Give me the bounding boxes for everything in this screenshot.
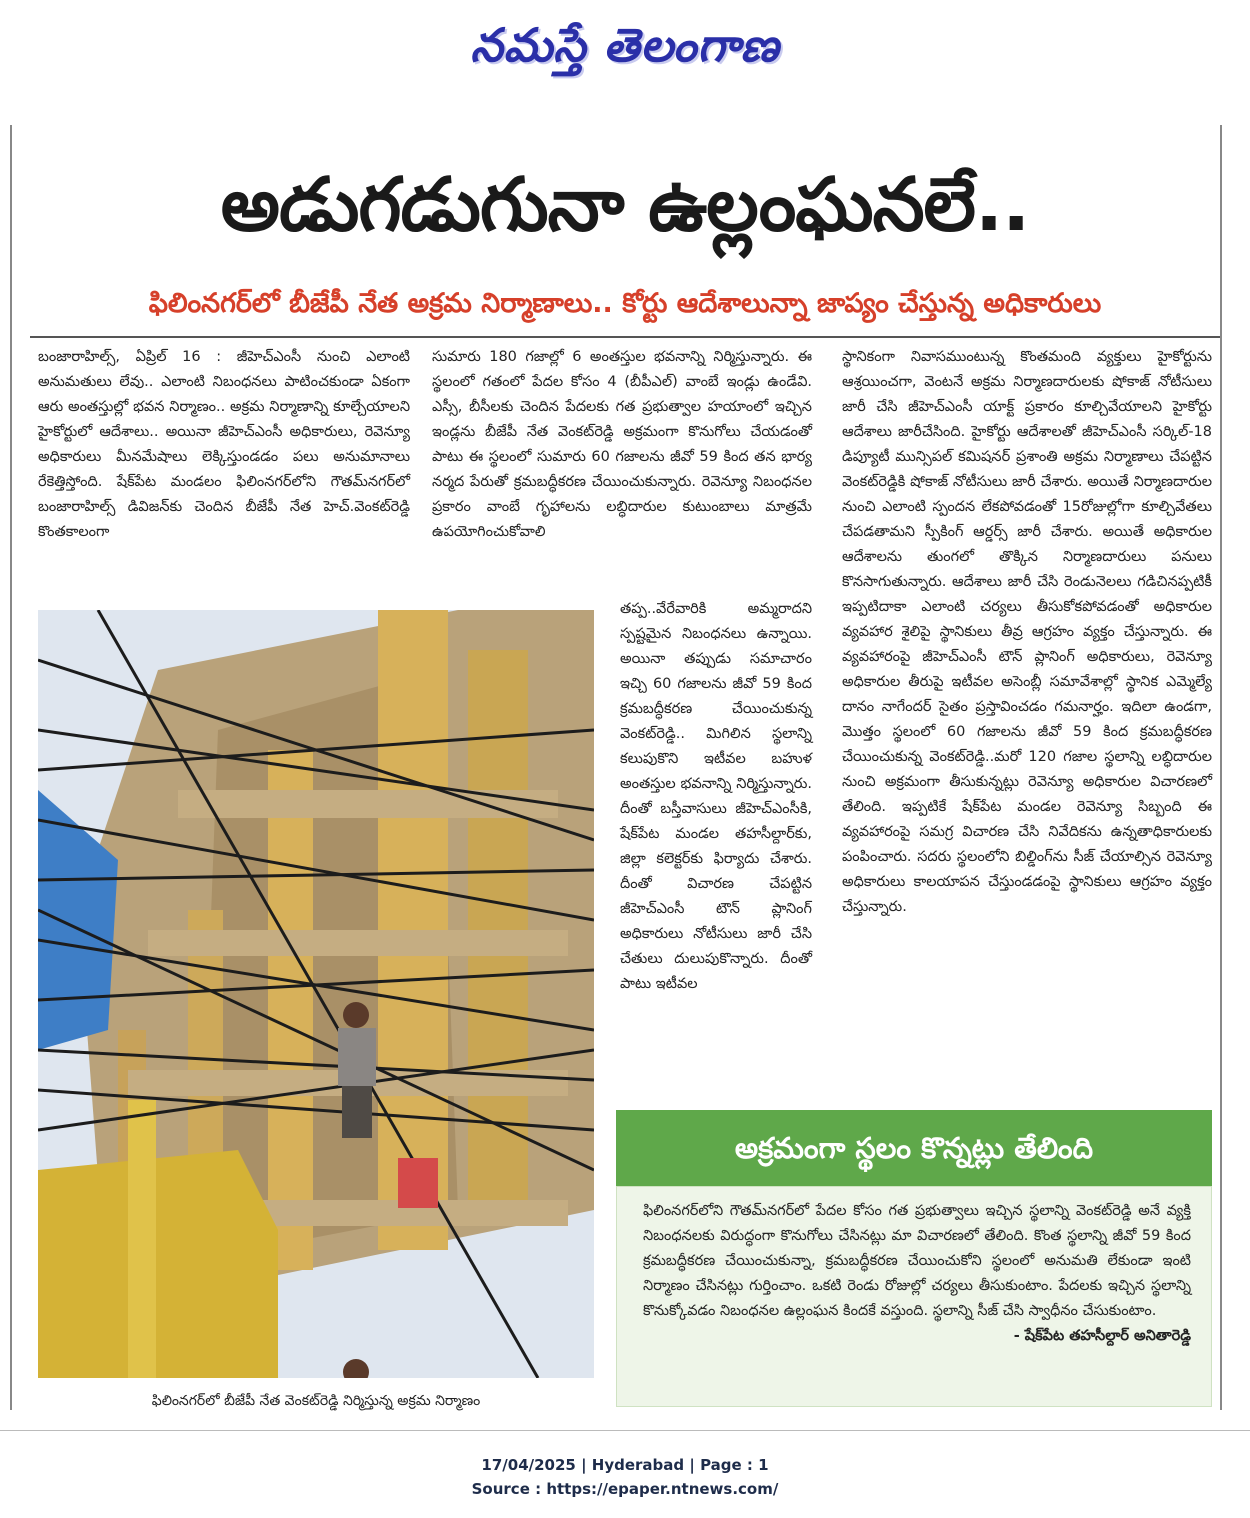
photo-caption: ఫిలింనగర్‌లో బీజేపీ నేత వెంకట్‌రెడ్డి నిర్మిస్తున్న అక్రమ నిర్మాణం	[151, 1393, 481, 1409]
footer-date-line: 17/04/2025 | Hyderabad | Page : 1	[481, 1456, 769, 1474]
news-photo	[38, 610, 594, 1378]
sidebar-box-body	[616, 1186, 1212, 1407]
building-photo-illustration	[38, 610, 594, 1378]
signboard	[398, 1158, 438, 1208]
masthead	[0, 8, 1250, 83]
sidebar-box-signature: - షేక్‌పేట తహసీల్దార్‌ అనితారెడ్డి	[1013, 1328, 1191, 1344]
article-column-3	[842, 345, 1212, 920]
divider	[30, 336, 1220, 338]
headline: అడుగడుగునా ఉల్లంఘనలే..	[220, 162, 1030, 248]
subheadline: ఫిలింనగర్‌లో బీజేపీ నేత అక్రమ నిర్మాణాలు.. కోర్టు ఆదేశాలున్నా జాప్యం చేస్తున్న అధికారులు	[148, 288, 1102, 319]
article-column-1	[38, 345, 410, 545]
sidebar-box-text: ఫిలింనగర్‌లోని గౌతమ్‌నగర్‌లో పేదల కోసం గత ప్రభుత్వాలు ఇచ్చిన స్థలాన్ని వెంకట్‌రెడ్డి అనే వ్యక్తి నిబంధనలకు విరుద్ధంగా కొనుగోలు చేసినట్లు మా విచారణలో తేలింది. కొంత స్థలాన్ని జీవో 59 కింద క్రమబద్ధీకరణ చేయించుకున్నా, క్రమబద్ధీకరణ చేయించుకోని స్థలంలో అనుమతి లేకుండా ఇంటి నిర్మాణం చేసినట్లు గుర్తించాం. ఒకటి రెండు రోజుల్లో చర్యలు తీసుకుంటాం. పేదలకు ఇచ్చిన స్థలాన్ని కొనుక్కోవడం నిబంధనల ఉల్లంఘన కిందకే వస్తుంది. స్థలాన్ని సీజ్‌ చేసి స్వాధీనం చేసుకుంటాం.	[643, 1203, 1191, 1319]
footer-divider	[0, 1430, 1250, 1431]
masthead-title: నమస్తే తెలంగాణ	[470, 18, 780, 72]
footer-source-line: Source : https://epaper.ntnews.com/	[471, 1480, 779, 1498]
article-text: తప్ప..వేరేవారికి అమ్మరాదని స్పష్టమైన నిబంధనలు ఉన్నాయి. అయినా తప్పుడు సమాచారం ఇచ్చి 60 గజాలను జీవో 59 కింద క్రమబద్ధీకరణ చేయించుకున్న వెంకట్‌రెడ్డి.. మిగిలిన స్థలాన్ని కలుపుకొని ఇటీవల బహుళ అంతస్తుల భవనాన్ని నిర్మిస్తున్నారు. దీంతో బస్తీవాసులు జీహెచ్‌ఎంసీకి, షేక్‌పేట మండల తహసీల్దార్‌కు, జిల్లా కలెక్టర్‌కు ఫిర్యాదు చేశారు. దీంతో విచారణ చేపట్టిన జీహెచ్‌ఎంసీ టౌన్‌ ప్లానింగ్‌ అధికారులు నోటీసులు జారీ చేసి చేతులు దులుపుకొన్నారు. దీంతో పాటు ఇటీవల	[620, 601, 812, 992]
sidebar-box-heading: అక్రమంగా స్థలం కొన్నట్లు తేలింది	[616, 1110, 1212, 1186]
article-text: సుమారు 180 గజాల్లో 6 అంతస్తుల భవనాన్ని నిర్మిస్తున్నారు. ఈ స్థలంలో గతంలో పేదల కోసం 4 (బీపీఎల్‌) వాంబే ఇండ్లు ఉండేవి. ఎస్సీ, బీసీలకు చెందిన పేదలకు గత ప్రభుత్వాల హయాంలో ఇచ్చిన ఇండ్లను బీజేపీ నేత వెంకట్‌రెడ్డి అక్రమంగా కొనుగోలు చేయడంతో పాటు ఈ స్థలంలో సుమారు 60 గజాలను జీవో 59 కింద తన భార్య నర్మద పేరుతో క్రమబద్ధీకరణ చేయించుకున్నారు. రెవెన్యూ నిబంధనల ప్రకారం వాంబే గృహాలను లబ్ధిదారుల కుటుంబాలు మాత్రమే ఉపయోగించుకోవాలి	[432, 349, 812, 540]
article-text: స్థానికంగా నివాసముంటున్న కొంతమంది వ్యక్తులు హైకోర్టును ఆశ్రయించగా, వెంటనే అక్రమ నిర్మాణదారులకు షోకాజ్‌ నోటీసులు జారీ చేసి జీహెచ్‌ఎంసీ యాక్ట్‌ ప్రకారం కూల్చివేయాలని హైకోర్టు ఆదేశాలు జారీచేసింది. హైకోర్టు ఆదేశాలతో జీహెచ్‌ఎంసీ సర్కిల్‌-18 డిప్యూటీ మున్సిపల్‌ కమిషనర్‌ ప్రశాంతి అక్రమ నిర్మాణాలు చేపట్టిన వెంకట్‌రెడ్డికి షోకాజ్‌ నోటీసులు జారీ చేశారు. అయితే నిర్మాణదారుల నుంచి ఎలాంటి స్పందన లేకపోవడంతో 15రోజుల్లోగా కూల్చివేతలు చేపడతామని స్పీకింగ్‌ ఆర్డర్స్‌ జారీ చేశారు. అయితే అధికారుల ఆదేశాలను తుంగలో తొక్కిన నిర్మాణదారులు పనులు కొనసాగుతున్నారు. ఆదేశాలు జారీ చేసి రెండునెలలు గడిచినప్పటికీ ఇప్పటిదాకా ఎలాంటి చర్యలు తీసుకోకపోవడంతో అధికారుల వ్యవహార శైలిపై స్థానికులు తీవ్ర ఆగ్రహం వ్యక్తం చేస్తున్నారు. ఈ వ్యవహారంపై జీహెచ్‌ఎంసీ టౌన్‌ ప్లానింగ్‌ అధికారులు, రెవెన్యూ అధికారుల తీరుపై ఇటీవల అసెంబ్లీ సమావేశాల్లో స్థానిక ఎమ్మెల్యే దానం నాగేందర్‌ సైతం ప్రస్తావించడం గమనార్హం. ఇదిలా ఉండగా, మొత్తం స్థలంలో 60 గజాలను జీవో 59 కింద క్రమబద్ధీకరణ చేయించుకున్న వెంకట్‌రెడ్డి..మరో 120 గజాల స్థలాన్ని లబ్ధిదారుల నుంచి అక్రమంగా తీసుకున్నట్లు రెవెన్యూ అధికారుల విచారణలో తేలింది. ఇప్పటికే షేక్‌పేట మండల రెవెన్యూ సిబ్బంది ఈ వ్యవహారంపై సమగ్ర విచారణ చేసి నివేదికను ఉన్నతాధికారులకు పంపించారు. సదరు స్థలంలోని బిల్డింగ్‌ను సీజ్‌ చేయాల్సిన రెవెన్యూ అధికారులు కాలయాపన చేస్తుండడంపై స్థానికులు ఆగ్రహం వ్యక్తం చేస్తున్నారు.	[842, 349, 1212, 915]
article-column-2-narrow	[620, 597, 812, 997]
article-column-2	[432, 345, 812, 545]
article-text: బంజారాహిల్స్‌, ఏప్రిల్‌ 16 : జీహెచ్‌ఎంసీ నుంచి ఎలాంటి అనుమతులు లేవు.. ఎలాంటి నిబంధనలు పాటించకుండా ఏకంగా ఆరు అంతస్తుల్లో భవన నిర్మాణం.. అక్రమ నిర్మాణాన్ని కూల్చేయాలని హైకోర్టులో ఆదేశాలు.. అయినా జీహెచ్‌ఎంసీ అధికారులు, రెవెన్యూ అధికారులు మీనమేషాలు లెక్కిస్తుండడం పలు అనుమానాలు రేకెత్తిస్తోంది. షేక్‌పేట మండలం ఫిలింనగర్‌లోని గౌతమ్‌నగర్‌లో బంజారాహిల్స్‌ డివిజన్‌కు చెందిన బీజేపీ నేత హెచ్‌.వెంకట్‌రెడ్డి కొంతకాలంగా	[38, 349, 410, 540]
